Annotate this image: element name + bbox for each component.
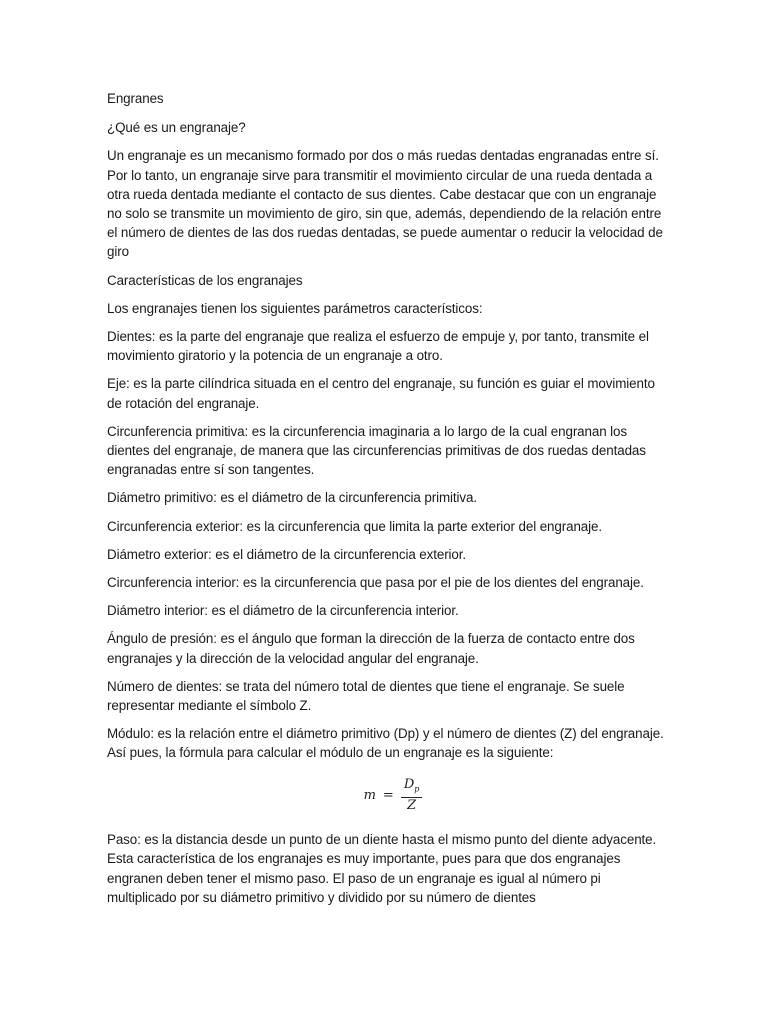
item-modulo: Módulo: es la relación entre el diámetro primitivo (Dp) y el número de dientes (Z) del engranaje. Así pues, la fórmula para calcular el módulo de un engranaje es la siguiente: <box>107 726 664 761</box>
item-diametro-primitivo: Diámetro primitivo: es el diámetro de la circunferencia primitiva. <box>107 490 477 506</box>
item-eje: Eje: es la parte cilíndrica situada en el centro del engranaje, su función es guiar el movimiento de rotación del engranaje. <box>107 376 655 411</box>
formula-fraction <box>401 777 423 815</box>
item-angulo-presion: Ángulo de presión: es el ángulo que forman la dirección de la fuerza de contacto entre dos engranajes y la dirección de la velocidad angular del engranaje. <box>107 631 635 666</box>
formula-numerator-subscript: p <box>414 784 420 794</box>
section-intro: Los engranajes tienen los siguientes parámetros característicos: <box>107 300 483 316</box>
formula-lhs: m <box>363 787 376 803</box>
formula-equals: = <box>382 787 394 803</box>
question-heading: ¿Qué es un engranaje? <box>107 120 246 136</box>
closing-paragraph: Paso: es la distancia desde un punto de un diente hasta el mismo punto del diente adyacente. Esta característica de los engranajes es muy importante, pues para que dos engranajes engranen deben tener el mismo paso. El paso de un engranaje es igual al número pi multiplicado por su diámetro primitivo y dividido por su número de dientes <box>107 832 657 905</box>
formula-numerator-symbol: D <box>403 776 415 792</box>
item-circunferencia-interior: Circunferencia interior: es la circunferencia que pasa por el pie de los dientes del engranaje. <box>107 575 644 591</box>
section-heading: Características de los engranajes <box>107 272 303 288</box>
item-diametro-exterior: Diámetro exterior: es el diámetro de la circunferencia exterior. <box>107 546 467 562</box>
item-circunferencia-primitiva: Circunferencia primitiva: es la circunferencia imaginaria a lo largo de la cual engranan los dientes del engranaje, de manera que las circunferencias primitivas de dos ruedas dentadas engranadas entre sí son tangentes. <box>107 423 646 478</box>
item-numero-dientes: Número de dientes: se trata del número total de dientes que tiene el engranaje. Se suele representar mediante el símbolo Z. <box>107 678 625 714</box>
item-dientes: Dientes: es la parte del engranaje que realiza el esfuerzo de empuje y, por tanto, transmite el movimiento giratorio y la potencia de un engranaje a otro. <box>107 329 649 364</box>
intro-paragraph: Un engranaje es un mecanismo formado por dos o más ruedas dentadas engranadas entre sí. Por lo tanto, un engranaje sirve para transmitir el movimiento circular de una rueda dentada a otra rueda dentada mediante el contacto de sus dientes. Cabe destacar que con un engranaje no solo se transmite un movimiento de giro, sin que, además, dependiendo de la relación entre el número de dientes de las dos ruedas dentadas, se puede aumentar o reducir la velocidad de giro <box>107 148 663 260</box>
item-circunferencia-exterior: Circunferencia exterior: es la circunferencia que limita la parte exterior del engranaje. <box>107 518 602 534</box>
formula-numerator <box>401 777 423 799</box>
document-title: Engranes <box>107 91 164 106</box>
modulo-formula <box>107 777 667 815</box>
item-diametro-interior: Diámetro interior: es el diámetro de la circunferencia interior. <box>107 603 459 619</box>
formula-denominator: Z <box>407 798 417 814</box>
document-page <box>107 89 667 916</box>
